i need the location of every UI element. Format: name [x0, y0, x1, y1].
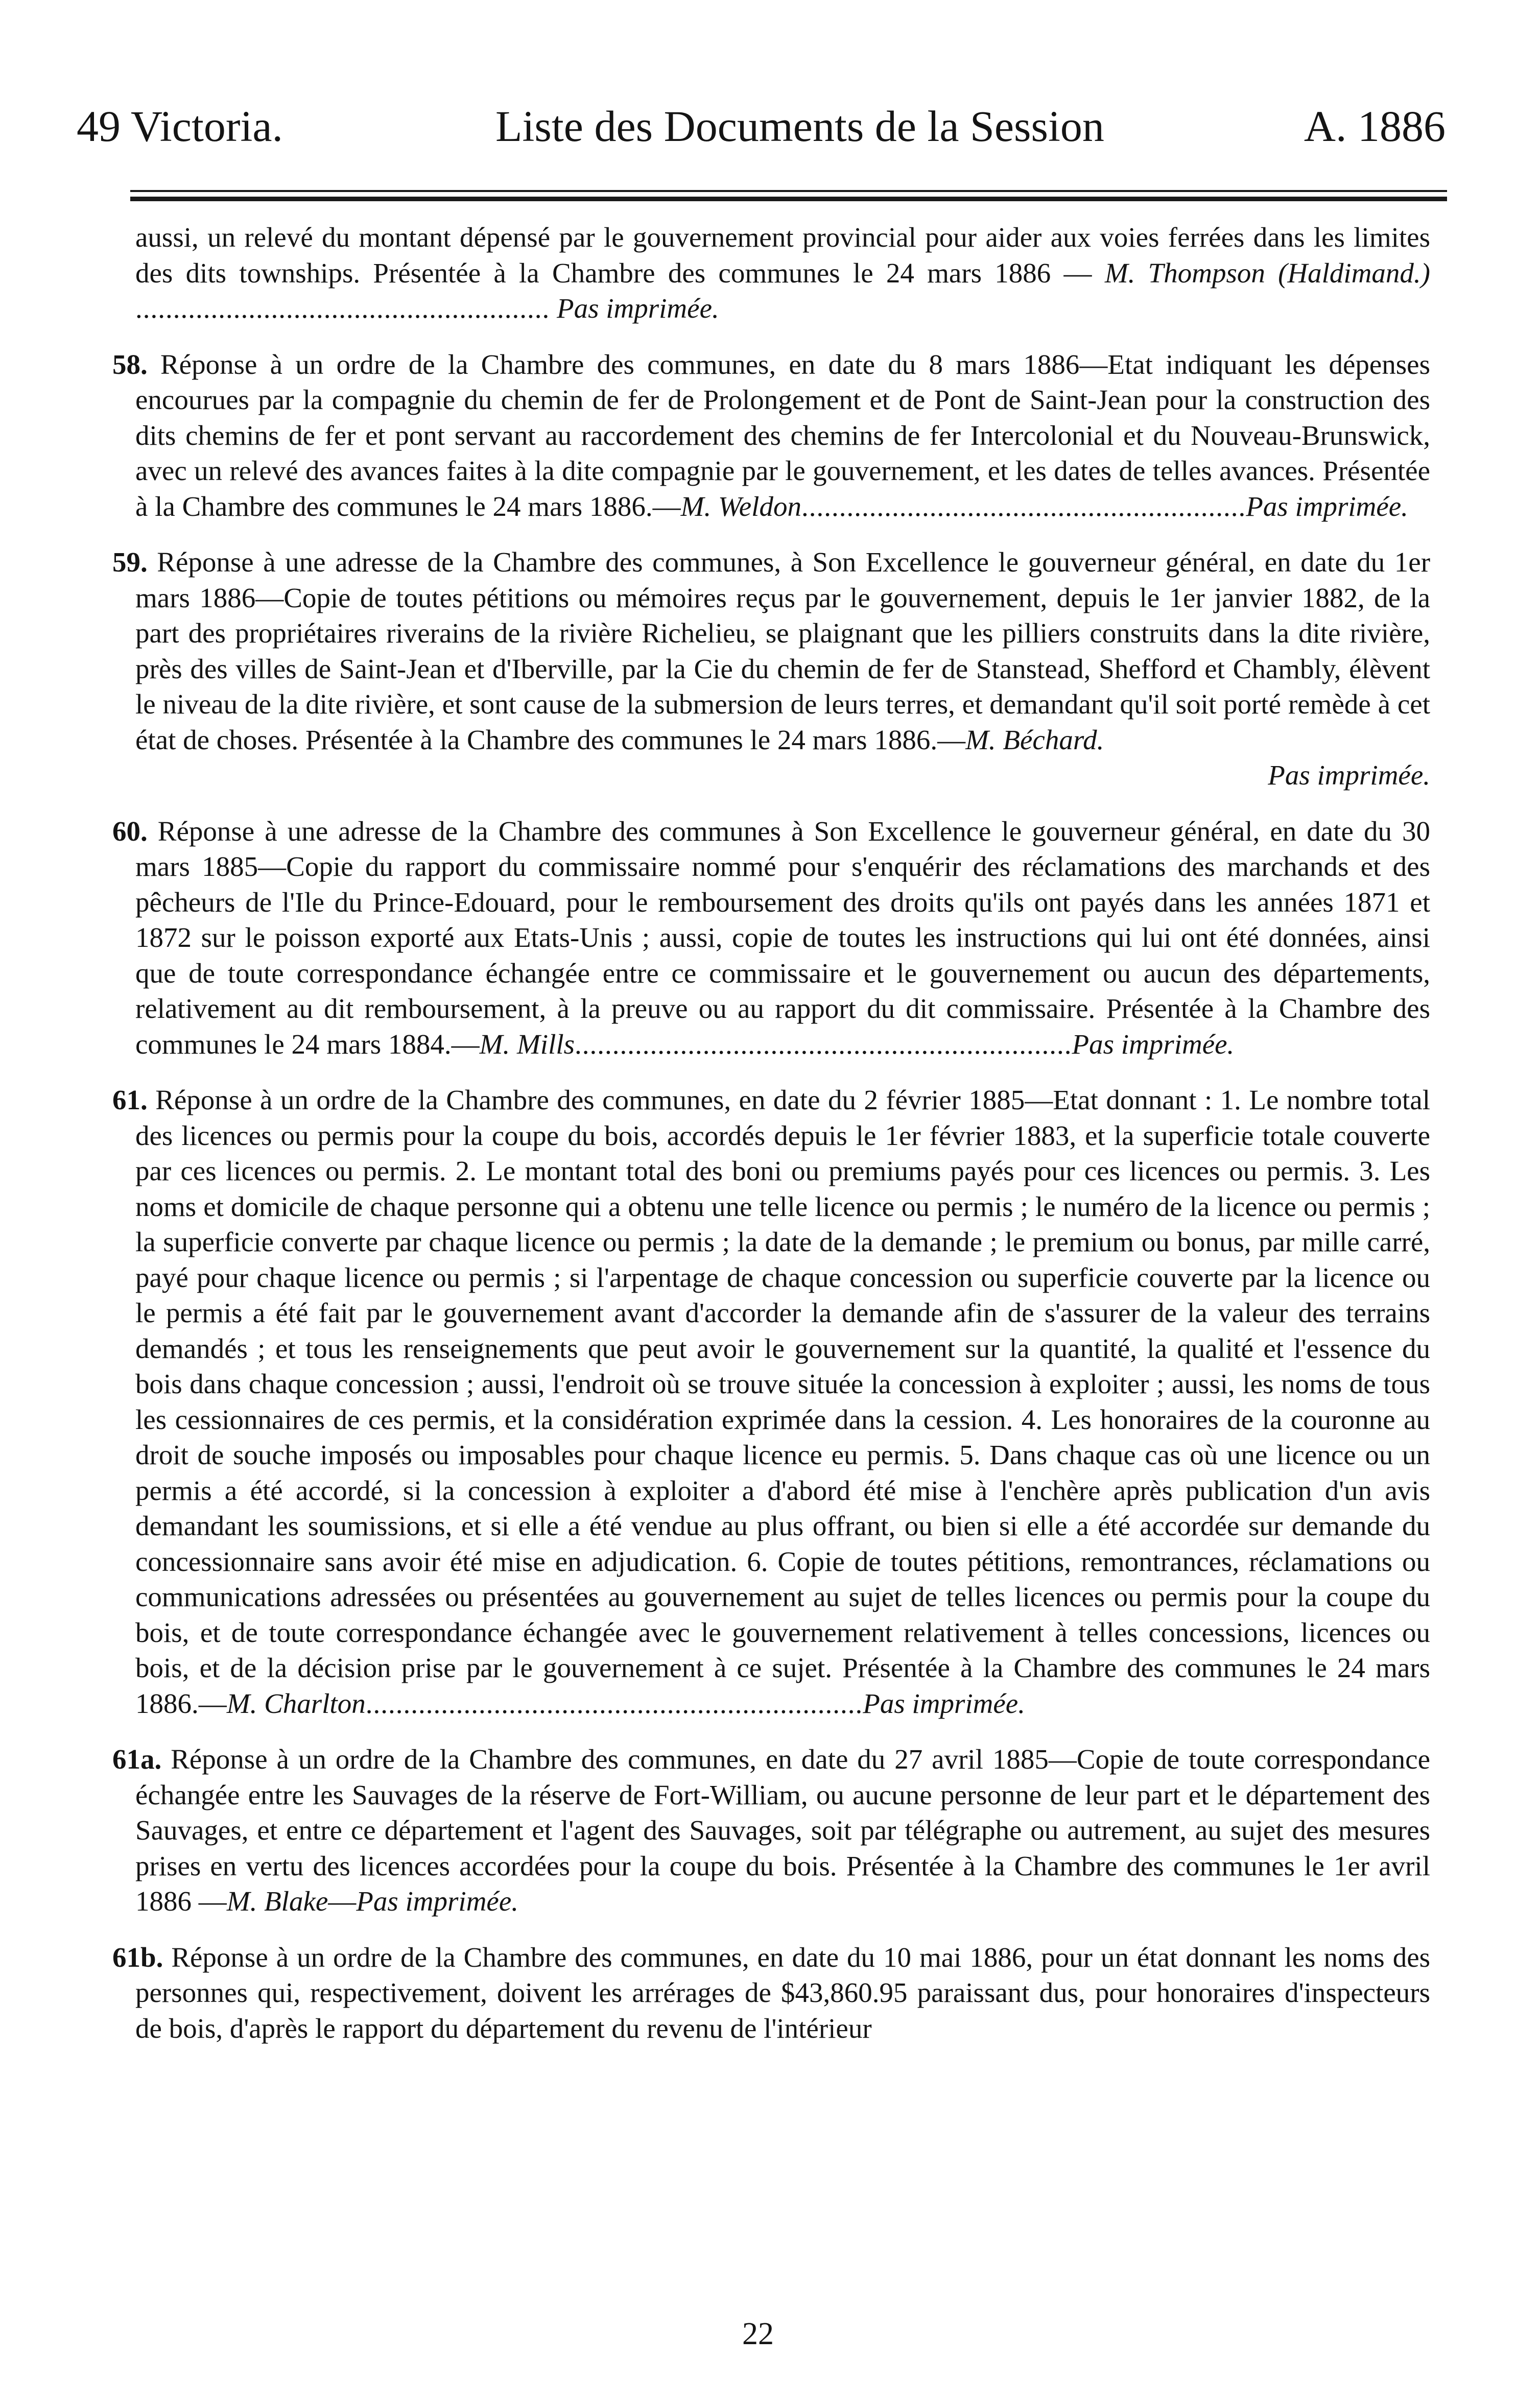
entry-author: M. Mills [479, 1028, 575, 1060]
header-rule-thin [130, 190, 1447, 192]
entry-status: Pas imprimée. [1268, 759, 1430, 791]
entry-status: Pas imprimée. [356, 1886, 518, 1917]
entry-number: 61. [112, 1084, 148, 1115]
entry-text: Réponse à une adresse de la Chambre des communes à Son Excellence le gouverneur général, en date du 30 mars 1885—Copie du rapport du commissaire nommé pour s'enquérir des réclamations des marchands et des pêcheurs de l'Ile du Prince-Edouard, pour le remboursement des droits qu'ils ont payés dans les années 1871 et 1872 sur le poisson exporté aux Etats-Unis ; aussi, copie de toutes les instructions qui lui ont été données, ainsi que de toute correspondance échangée entre ce commissaire et le gouvernement ou aucun des départements, relativement au dit remboursement, à la preuve ou au rapport du dit commissaire. Présentée à la Chambre des communes le 24 mars 1884.— [135, 815, 1430, 1060]
entry-leader: ........................................................... [801, 490, 1246, 522]
entry-number: 61a. [112, 1744, 162, 1775]
entry-number: 60. [112, 815, 148, 847]
document-list [112, 220, 1430, 2066]
entry-text: Réponse à un ordre de la Chambre des communes, en date du 8 mars 1886—Etat indiquant les dépenses encourues par la compagnie du chemin de fer de Prolongement et de Pont de Saint-Jean pour la construction des dits chemins de fer et pont servant au raccordement des chemins de fer Intercolonial et du Nouveau-Brunswick, avec un relevé des avances faites à la dite compagnie par le gouvernement, et les dates de telles avances. Présentée à la Chambre des communes le 24 mars 1886.— [135, 348, 1430, 522]
entry-text: Réponse à un ordre de la Chambre des communes, en date du 2 février 1885—Etat donnant : 1. Le nombre total des licences ou permis pour la coupe du bois, accordés depuis le 1er février 1883, et la superficie totale couverte par ces licences ou permis. 2. Le montant total des boni ou premiums payés pour ces licences ou permis. 3. Les noms et domicile de chaque personne qui a obtenu une telle licence ou permis ; le numéro de la licence ou permis ; la superficie converte par chaque licence ou permis ; la date de la demande ; le premium ou bonus, par mille carré, payé pour chaque licence ou permis ; si l'arpentage de chaque concession ou superficie couverte par la licence ou le permis a été fait par le gouvernement avant d'accorder la demande afin de s'assurer de la valeur des terrains demandés ; et tous les renseignements que peut avoir le gouvernement sur la quantité, la qualité et l'essence du bois dans chaque concession ; aussi, l'endroit où se trouve située la concession à exploiter ; aussi, les noms de tous les cessionnaires de ces permis, et la considération exprimée dans la cession. 4. Les honoraires de la couronne au droit de souche imposés ou imposables pour chaque licence eu permis. 5. Dans chaque cas où une licence ou un permis a été accordé, si la concession à exploiter a d'abord été mise à l'enchère après publication d'un avis demandant les soumissions, et si elle a été vendue au plus offrant, ou bien si elle a été accordée sur demande du concessionnaire sans avoir été mise en adjudication. 6. Copie de toutes pétitions, remontrances, réclamations ou communications adressées ou présentées au gouvernement au sujet de telles licences ou permis pour la coupe du bois, et de toute correspondance échangée avec le gouvernement relativement à telles concessions, licences ou bois, et de la décision prise par le gouvernement à ce sujet. Présentée à la Chambre des communes le 24 mars 1886.— [135, 1084, 1430, 1719]
entry-number: 61b. [112, 1941, 163, 1973]
entry-author: M. Weldon [680, 490, 801, 522]
entry-author: M. Blake [226, 1886, 328, 1917]
entry-leader: .................................................................. [365, 1687, 863, 1719]
entry-text: Réponse à une adresse de la Chambre des communes, à Son Excellence le gouverneur général, en date du 1er mars 1886—Copie de toutes pétitions ou mémoires reçus par le gouvernement, depuis le 1er janvier 1882, de la part des propriétaires riverains de la rivière Richelieu, se plaignant que les pilliers construits dans la dite rivière, près des villes de Saint-Jean et d'Iberville, par la Cie du chemin de fer de Stanstead, Shefford et Chambly, élèvent le niveau de la dite rivière, et sont cause de la submersion de leurs terres, et demandant qu'il soit porté remède à cet état de choses. Présentée à la Chambre des communes le 24 mars 1886.— [135, 546, 1431, 755]
page-number: 22 [742, 2317, 774, 2351]
entry-status: Pas imprimée. [1246, 490, 1408, 522]
entry-text: Réponse à un ordre de la Chambre des communes, en date du 10 mai 1886, pour un état donnant les noms des personnes qui, respectivement, doivent les arrérages de $43,860.95 paraissant dus, pour honoraires d'inspecteurs de bois, d'après le rapport du département du revenu de l'intérieur [135, 1941, 1431, 2044]
entry-leader: ....................................................... [135, 293, 550, 324]
list-item [112, 814, 1430, 1062]
header-regnal-year: 49 Victoria. [77, 102, 283, 151]
list-item [112, 1082, 1430, 1721]
entry-number: 58. [112, 348, 148, 380]
entry-text: aussi, un relevé du montant dépensé par le gouvernement provincial pour aider aux voies ferrées dans les limites des dits townships. Présentée à la Chambre des communes le 24 mars 1886 — [135, 222, 1430, 289]
entry-number: 59. [112, 546, 148, 578]
list-item [112, 544, 1430, 793]
entry-status: Pas imprimée. [557, 293, 719, 324]
running-header [77, 98, 1446, 154]
entry-status: Pas imprimée. [863, 1687, 1025, 1719]
header-title: Liste des Documents de la Session [495, 102, 1104, 151]
header-rule-thick [130, 197, 1447, 201]
entry-leader: .................................................................. [575, 1028, 1072, 1060]
entry-author: M. Béchard. [965, 724, 1104, 755]
entry-author: M. Charlton [226, 1687, 366, 1719]
list-item [112, 1940, 1430, 2046]
entry-status: Pas imprimée. [1072, 1028, 1235, 1060]
list-item [112, 347, 1430, 524]
header-session-year: A. 1886 [1304, 102, 1446, 151]
entry-author: M. Thompson (Haldimand.) [1104, 257, 1430, 289]
entry-leader: — [328, 1886, 357, 1917]
entry-text: Réponse à un ordre de la Chambre des communes, en date du 27 avril 1885—Copie de toute correspondance échangée entre les Sauvages de la réserve de Fort-William, ou aucune personne de leur part et le département des Sauvages, et entre ce département et l'agent des Sauvages, soit par télégraphe ou autrement, au sujet des mesures prises en vertu des licences accordées pour la coupe du bois. Présentée à la Chambre des communes le 1er avril 1886 — [135, 1744, 1431, 1917]
list-item [112, 220, 1430, 326]
list-item [112, 1742, 1430, 1919]
